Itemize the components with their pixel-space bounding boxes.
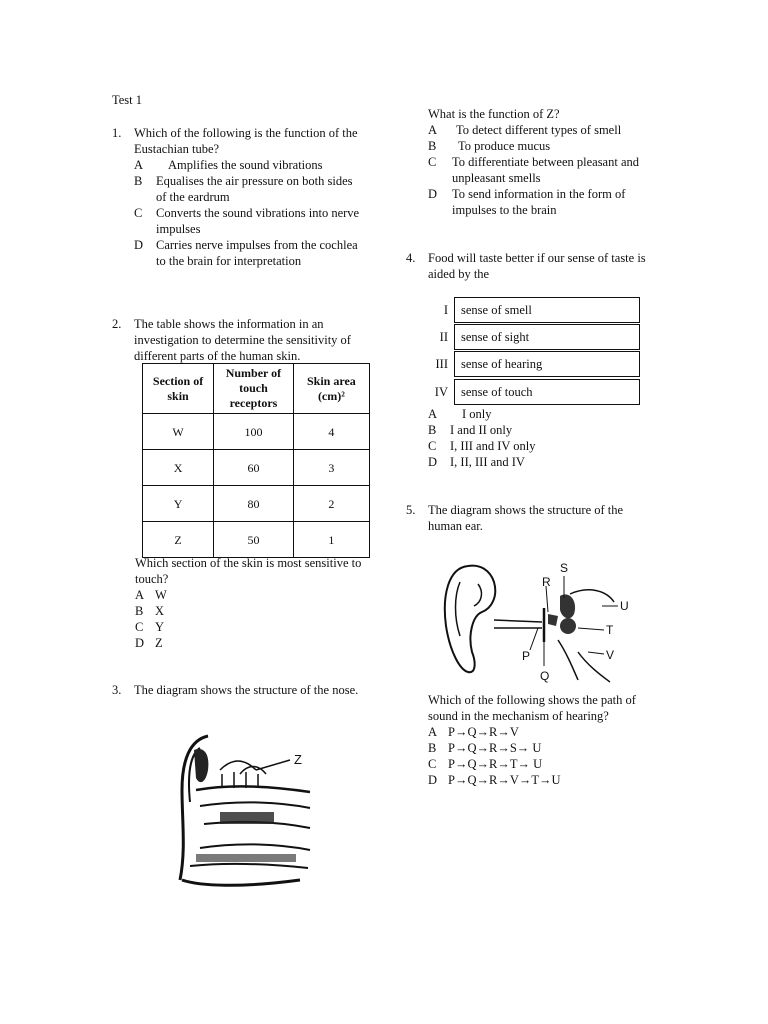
diagram-label-z: Z bbox=[294, 752, 302, 767]
sense-numeral: II bbox=[439, 330, 448, 344]
table-row bbox=[143, 414, 370, 450]
nose-diagram bbox=[160, 730, 320, 890]
sense-box: sense of smell bbox=[454, 297, 640, 323]
option-text: Y bbox=[155, 620, 165, 634]
option-letter: A bbox=[135, 588, 145, 602]
table-header: Section of skin bbox=[143, 364, 214, 414]
option-b[interactable] bbox=[428, 422, 648, 438]
option-letter: D bbox=[134, 238, 144, 252]
option-text: I, II, III and IV bbox=[450, 455, 525, 469]
question-4 bbox=[406, 250, 646, 282]
option-text: To detect different types of smell bbox=[456, 123, 622, 137]
option-letter: A bbox=[134, 158, 144, 172]
question-5 bbox=[406, 502, 651, 534]
question-5-prompt bbox=[428, 692, 658, 788]
option-text: P→Q→R→V bbox=[448, 725, 519, 739]
option-text: Converts the sound vibrations into nerve impulses bbox=[156, 206, 360, 236]
option-letter: D bbox=[428, 455, 438, 469]
option-d[interactable] bbox=[428, 454, 648, 470]
option-c[interactable] bbox=[134, 205, 362, 237]
option-b[interactable] bbox=[428, 740, 658, 756]
option-text: Amplifies the sound vibrations bbox=[168, 158, 323, 172]
table-cell: 1 bbox=[293, 522, 369, 558]
option-letter: B bbox=[428, 139, 437, 153]
option-letter: C bbox=[428, 757, 437, 771]
sense-numeral: I bbox=[443, 303, 448, 317]
option-b[interactable] bbox=[428, 138, 658, 154]
sense-row-2 bbox=[408, 324, 640, 350]
option-letter: B bbox=[428, 423, 437, 437]
table-cell: 3 bbox=[293, 450, 369, 486]
option-text: W bbox=[155, 588, 167, 602]
question-text: Food will taste better if our sense of taste is aided by the bbox=[428, 251, 646, 281]
option-letter: C bbox=[134, 206, 143, 220]
ear-label-v: V bbox=[606, 648, 615, 662]
option-text: Z bbox=[155, 636, 163, 650]
table-cell: W bbox=[143, 414, 214, 450]
option-text: To produce mucus bbox=[458, 139, 551, 153]
option-letter: C bbox=[135, 620, 144, 634]
option-text: To send information in the form of impulses to the brain bbox=[452, 187, 626, 217]
option-d[interactable] bbox=[428, 186, 658, 218]
option-letter: A bbox=[428, 123, 438, 137]
question-4-options bbox=[428, 406, 648, 470]
option-text: I, III and IV only bbox=[450, 439, 536, 453]
ear-label-u: U bbox=[620, 599, 629, 613]
option-a[interactable] bbox=[428, 724, 658, 740]
option-letter: A bbox=[428, 407, 438, 421]
table-cell: 60 bbox=[214, 450, 294, 486]
question-text: What is the function of Z? bbox=[428, 107, 560, 121]
option-a[interactable] bbox=[428, 122, 658, 138]
option-text: P→Q→R→T→ U bbox=[448, 757, 543, 771]
question-text: Which section of the skin is most sensitive to touch? bbox=[135, 556, 362, 586]
table-row bbox=[143, 486, 370, 522]
page-title: Test 1 bbox=[112, 93, 143, 107]
table-row bbox=[143, 450, 370, 486]
option-d[interactable] bbox=[134, 237, 362, 269]
option-d[interactable] bbox=[428, 772, 658, 788]
option-b[interactable] bbox=[134, 173, 362, 205]
question-text: The diagram shows the structure of the nose. bbox=[134, 683, 359, 697]
sense-numeral: III bbox=[435, 357, 448, 371]
table-cell: 2 bbox=[293, 486, 369, 522]
option-letter: D bbox=[428, 773, 438, 787]
ear-label-s: S bbox=[560, 561, 569, 575]
question-text: The table shows the information in an investigation to determine the sensitivity of different parts of the human skin. bbox=[134, 317, 351, 363]
option-a[interactable] bbox=[135, 587, 365, 603]
option-a[interactable] bbox=[428, 406, 648, 422]
ear-label-p: P bbox=[522, 649, 531, 663]
sense-row-4 bbox=[408, 379, 640, 405]
ear-label-q: Q bbox=[540, 669, 550, 683]
ear-label-t: T bbox=[606, 623, 614, 637]
table-cell: Y bbox=[143, 486, 214, 522]
option-c[interactable] bbox=[428, 154, 658, 186]
option-d[interactable] bbox=[135, 635, 365, 651]
option-b[interactable] bbox=[135, 603, 365, 619]
table-row bbox=[143, 522, 370, 558]
sense-box: sense of hearing bbox=[454, 351, 640, 377]
question-number: 1. bbox=[112, 126, 122, 140]
question-text: The diagram shows the structure of the human ear. bbox=[428, 503, 624, 533]
question-1 bbox=[112, 125, 362, 269]
question-text: Which of the following shows the path of sound in the mechanism of hearing? bbox=[428, 693, 636, 723]
option-text: Carries nerve impulses from the cochlea to the brain for interpretation bbox=[156, 238, 358, 268]
sense-numeral: IV bbox=[434, 385, 448, 399]
option-letter: A bbox=[428, 725, 438, 739]
table-cell: 4 bbox=[293, 414, 369, 450]
question-3-prompt bbox=[428, 106, 658, 218]
ear-label-r: R bbox=[542, 575, 551, 589]
option-letter: B bbox=[135, 604, 144, 618]
question-3 bbox=[112, 682, 362, 698]
option-letter: D bbox=[428, 187, 438, 201]
sense-row-1 bbox=[408, 297, 640, 323]
table-cell: 100 bbox=[214, 414, 294, 450]
option-text: P→Q→R→V→T→U bbox=[448, 773, 561, 787]
table-cell: Z bbox=[143, 522, 214, 558]
question-number: 2. bbox=[112, 317, 122, 331]
question-number: 5. bbox=[406, 503, 416, 517]
option-c[interactable] bbox=[135, 619, 365, 635]
option-text: Equalises the air pressure on both sides of the eardrum bbox=[156, 174, 353, 204]
option-c[interactable] bbox=[428, 438, 648, 454]
option-text: I and II only bbox=[450, 423, 513, 437]
option-a[interactable] bbox=[134, 157, 362, 173]
option-c[interactable] bbox=[428, 756, 658, 772]
sense-box: sense of touch bbox=[454, 379, 640, 405]
table-cell: X bbox=[143, 450, 214, 486]
table-header: Skin area (cm)² bbox=[293, 364, 369, 414]
question-2 bbox=[112, 316, 368, 364]
option-letter: B bbox=[428, 741, 437, 755]
option-text: X bbox=[155, 604, 165, 618]
option-text: To differentiate between pleasant and unpleasant smells bbox=[452, 155, 640, 185]
option-letter: D bbox=[135, 636, 145, 650]
table-cell: 50 bbox=[214, 522, 294, 558]
option-letter: B bbox=[134, 174, 143, 188]
option-letter: C bbox=[428, 439, 437, 453]
table-cell: 80 bbox=[214, 486, 294, 522]
sense-box: sense of sight bbox=[454, 324, 640, 350]
option-letter: C bbox=[428, 155, 437, 169]
table-header: Number of touch receptors bbox=[214, 364, 294, 414]
sense-row-3 bbox=[408, 351, 640, 377]
ear-diagram bbox=[438, 556, 638, 688]
question-number: 3. bbox=[112, 683, 122, 697]
question-text: Which of the following is the function of the Eustachian tube? bbox=[134, 126, 358, 156]
option-text: I only bbox=[462, 407, 492, 421]
skin-table bbox=[142, 363, 370, 558]
question-2-prompt bbox=[135, 555, 365, 651]
option-text: P→Q→R→S→ U bbox=[448, 741, 542, 755]
question-number: 4. bbox=[406, 251, 416, 265]
